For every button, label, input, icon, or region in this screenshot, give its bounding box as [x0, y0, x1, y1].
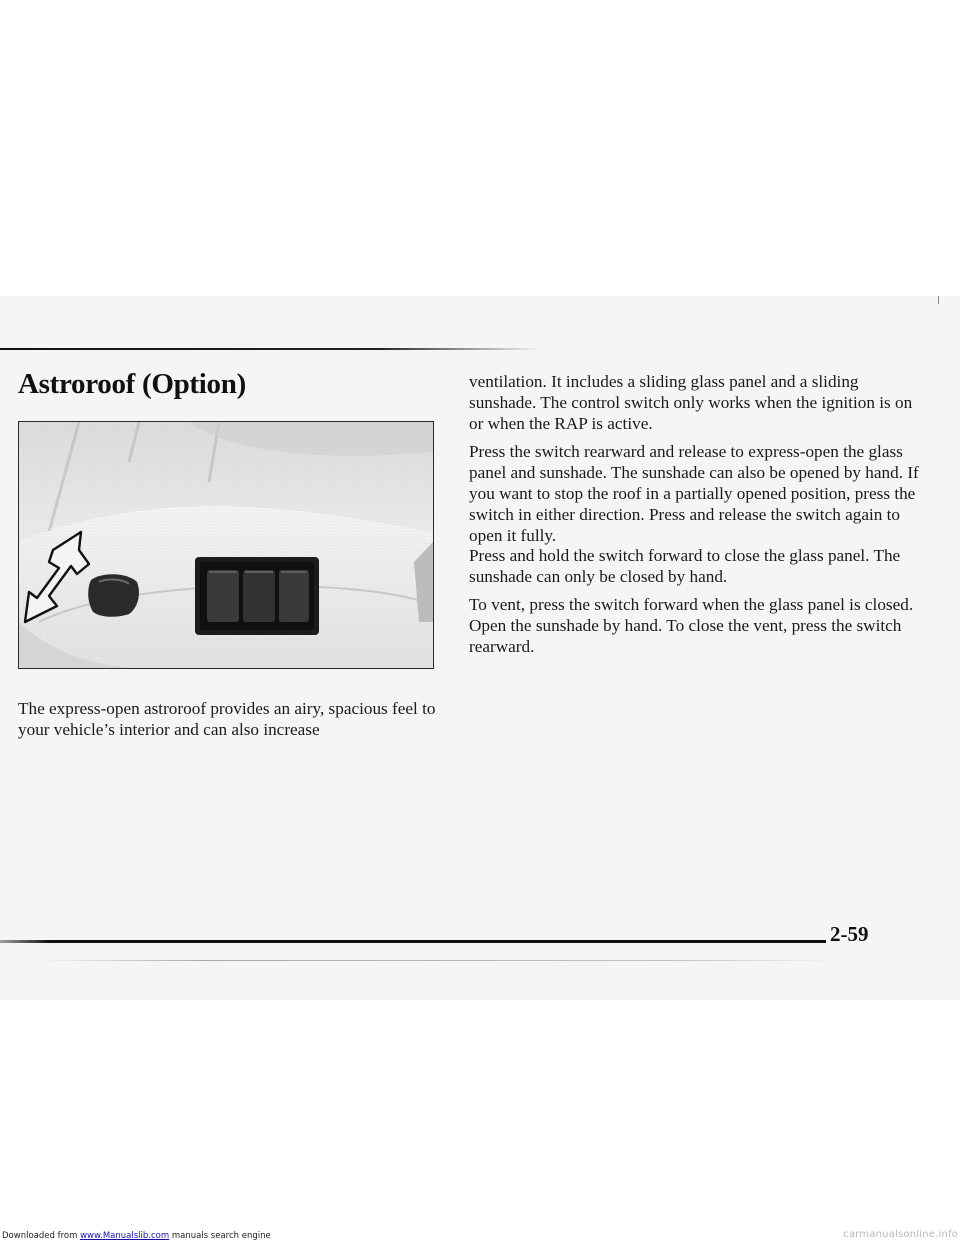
- astroroof-switch-illustration: [18, 421, 434, 669]
- paragraph-vent: To vent, press the switch forward when the glass panel is closed. Open the sunshade by hand. To close the vent, press the switch rearward.: [469, 595, 914, 656]
- download-suffix: manuals search engine: [169, 1231, 271, 1241]
- faint-rule: [40, 960, 840, 961]
- section-heading: Astroroof (Option): [18, 368, 246, 400]
- top-rule: [0, 348, 540, 350]
- margin-tick: [938, 296, 939, 304]
- paragraph-close: Press and hold the switch forward to close the glass panel. The sunshade can only be closed by hand.: [469, 546, 901, 586]
- paragraph-ventilation: ventilation. It includes a sliding glass panel and a sliding sunshade. The control switch only works when the ignition is on or when the RAP is active.: [469, 372, 913, 433]
- manual-page: [0, 296, 960, 1000]
- download-credit: [2, 1231, 271, 1241]
- intro-paragraph: The express-open astroroof provides an airy, spacious feel to your vehicle’s interior and can also increase: [18, 699, 436, 739]
- watermark-text: carmanualsonline.info: [843, 1229, 958, 1240]
- download-prefix: Downloaded from: [2, 1231, 81, 1241]
- switch-photo: [19, 422, 433, 668]
- paragraph-express-open: Press the switch rearward and release to express-open the glass panel and sunshade. The sunshade can also be opened by hand. If you want to stop the roof in a partially opened position, press the switch in either direction. Press and release the switch again to open it fully.: [469, 442, 919, 545]
- manualslib-link[interactable]: www.Manualslib.com: [80, 1231, 170, 1241]
- page-number: 2-59: [830, 922, 869, 946]
- bottom-rule: [0, 940, 826, 943]
